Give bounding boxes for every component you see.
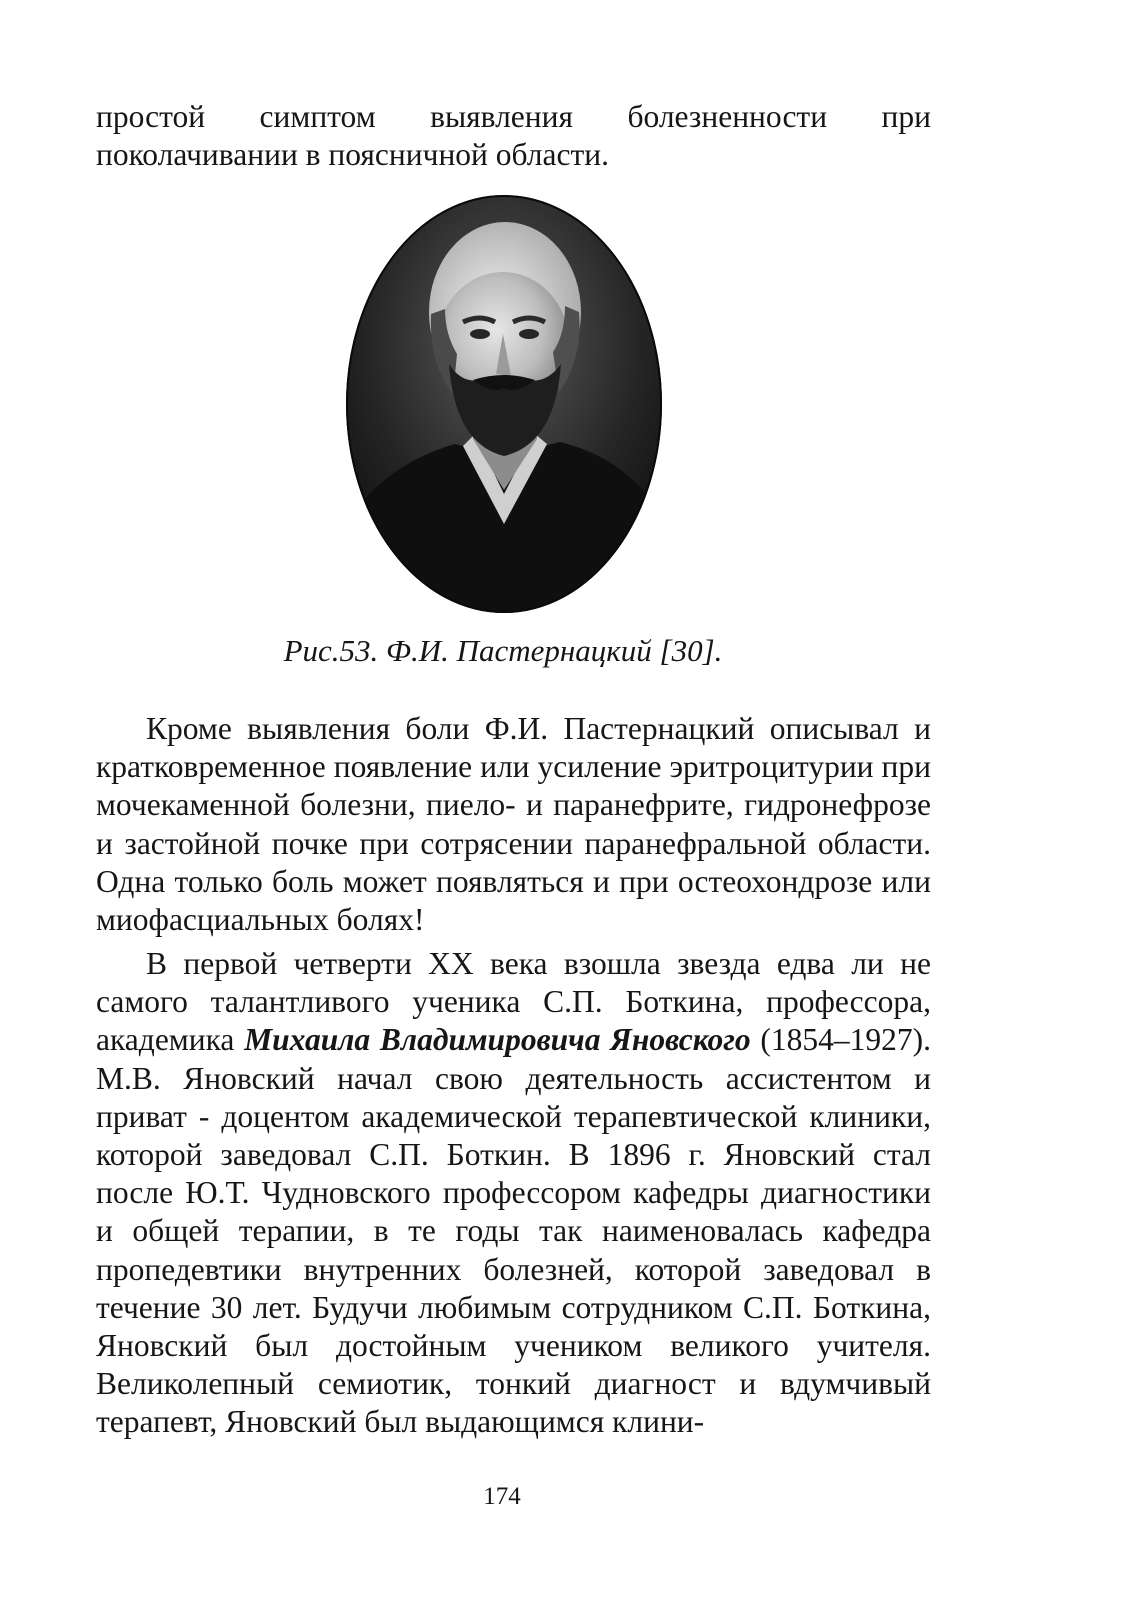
portrait-photo: [345, 194, 663, 614]
continuation-paragraph: простой симптом выявления болезненности при поколачивании в поясничной области.: [96, 99, 931, 173]
paragraph-yanovsky-after: (1854–1927). М.В. Яновский начал свою деятельность ассистентом и приват - доцентом академической терапевтической клиники, которой заведовал С.П. Боткин. В 1896 г. Яновский стал после Ю.Т. Чудновского профессором кафедры диагностики и общей терапии, в те годы так наименовалась кафедра пропедевтики внутренних болезней, которой заведовал в течение 30 лет. Будучи любимым сотрудником С.П. Боткина, Яновский был достойным учеником великого учителя. Великолепный семиотик, тонкий диагност и вдумчивый терапевт, Яновский был выдающимся клини-: [96, 1022, 931, 1440]
paragraph-yanovsky-before: В первой четверти XX века взошла звезда едва ли не самого талантливого ученика С.П. Боткина, профессора, академика: [96, 946, 931, 1058]
page-number: 174: [483, 1483, 521, 1510]
figure-caption: Рис.53. Ф.И. Пастернацкий [30].: [283, 633, 723, 668]
paragraph-yanovsky: [96, 945, 931, 1442]
yanovsky-name-emphasis: Михаила Владимировича Яновского: [244, 1022, 751, 1058]
paragraph-pasternatsky: Кроме выявления боли Ф.И. Пастернацкий описывал и кратковременное появление или усиление эритроцитурии при мочекаменной болезни, пиело- и паранефрите, гидронефрозе и застойной почке при сотрясении паранефральной области. Одна только боль может появляться и при остеохондрозе или миофасциальных болях!: [96, 711, 931, 938]
